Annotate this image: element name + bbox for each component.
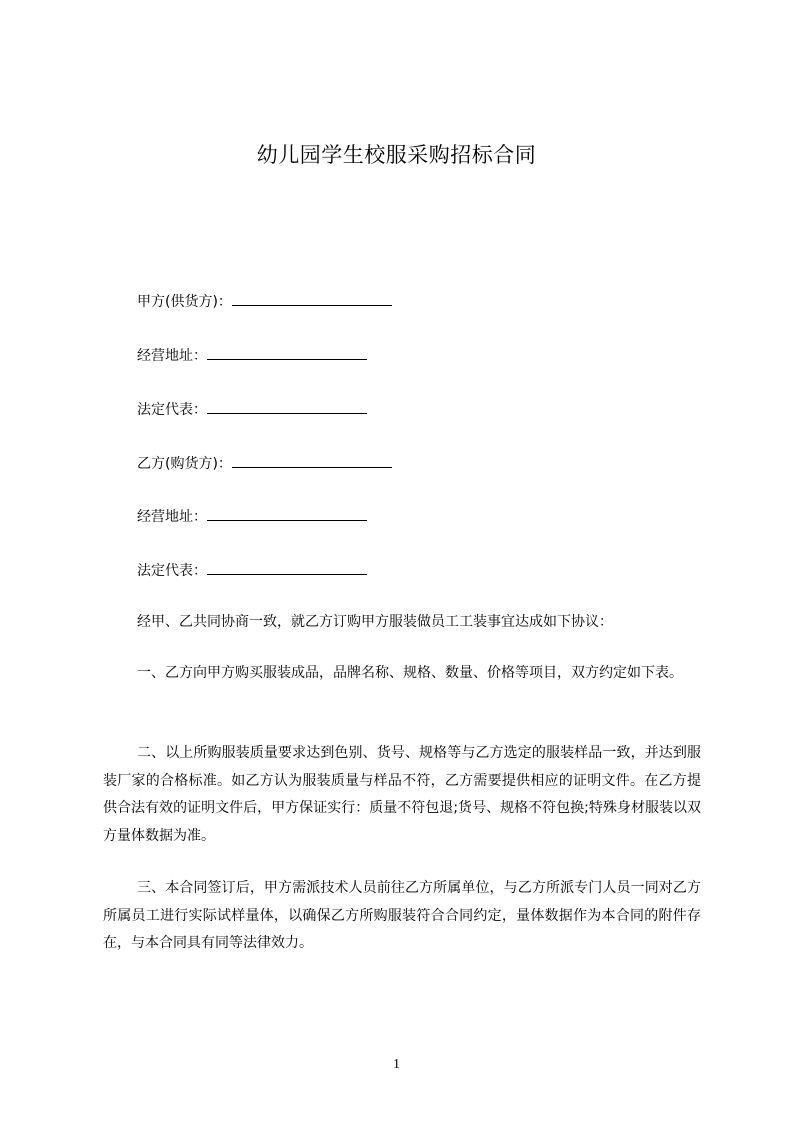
party-b-blank-line <box>232 452 392 468</box>
party-a-field <box>137 290 392 313</box>
party-b-address-label: 经营地址： <box>137 509 207 525</box>
document-title: 幼儿园学生校服采购招标合同 <box>256 143 537 167</box>
party-a-address-label: 经营地址： <box>137 348 207 364</box>
party-b-representative-field <box>137 559 367 582</box>
party-b-address-blank-line <box>207 505 367 521</box>
party-a-blank-line <box>232 290 392 306</box>
party-b-representative-label: 法定代表： <box>137 563 207 579</box>
party-a-representative-field <box>137 398 367 421</box>
party-a-representative-blank-line <box>207 398 367 414</box>
party-a-representative-label: 法定代表： <box>137 402 207 418</box>
clause-3: 三、本合同签订后，甲方需派技术人员前往乙方所属单位，与乙方所派专门人员一同对乙方所属员工进行实际试样量体，以确保乙方所购服装符合合同约定，量体数据作为本合同的附件存在，与本合同具有同等法律效力。 <box>103 880 701 951</box>
clause-2: 二、以上所购服装质量要求达到色别、货号、规格等与乙方选定的服装样品一致，并达到服装厂家的合格标准。如乙方认为服装质量与样品不符，乙方需要提供相应的证明文件。在乙方提供合法有效的证明文件后，甲方保证实行：质量不符包退;货号、规格不符包换;特殊身材服装以双方量体数据为准。 <box>103 745 701 844</box>
party-a-label: 甲方(供货方)： <box>137 294 232 310</box>
party-b-address-field <box>137 505 367 528</box>
party-b-label: 乙方(购货方)： <box>137 456 232 472</box>
agreement-intro: 经甲、乙共同协商一致，就乙方订购甲方服装做员工工装事宜达成如下协议： <box>137 614 613 630</box>
page-number: 1 <box>393 1057 400 1072</box>
clause-1: 一、乙方向甲方购买服装成品，品牌名称、规格、数量、价格等项目，双方约定如下表。 <box>137 665 683 681</box>
party-b-field <box>137 452 392 475</box>
party-a-address-field <box>137 344 367 367</box>
party-b-representative-blank-line <box>207 559 367 575</box>
party-a-address-blank-line <box>207 344 367 360</box>
